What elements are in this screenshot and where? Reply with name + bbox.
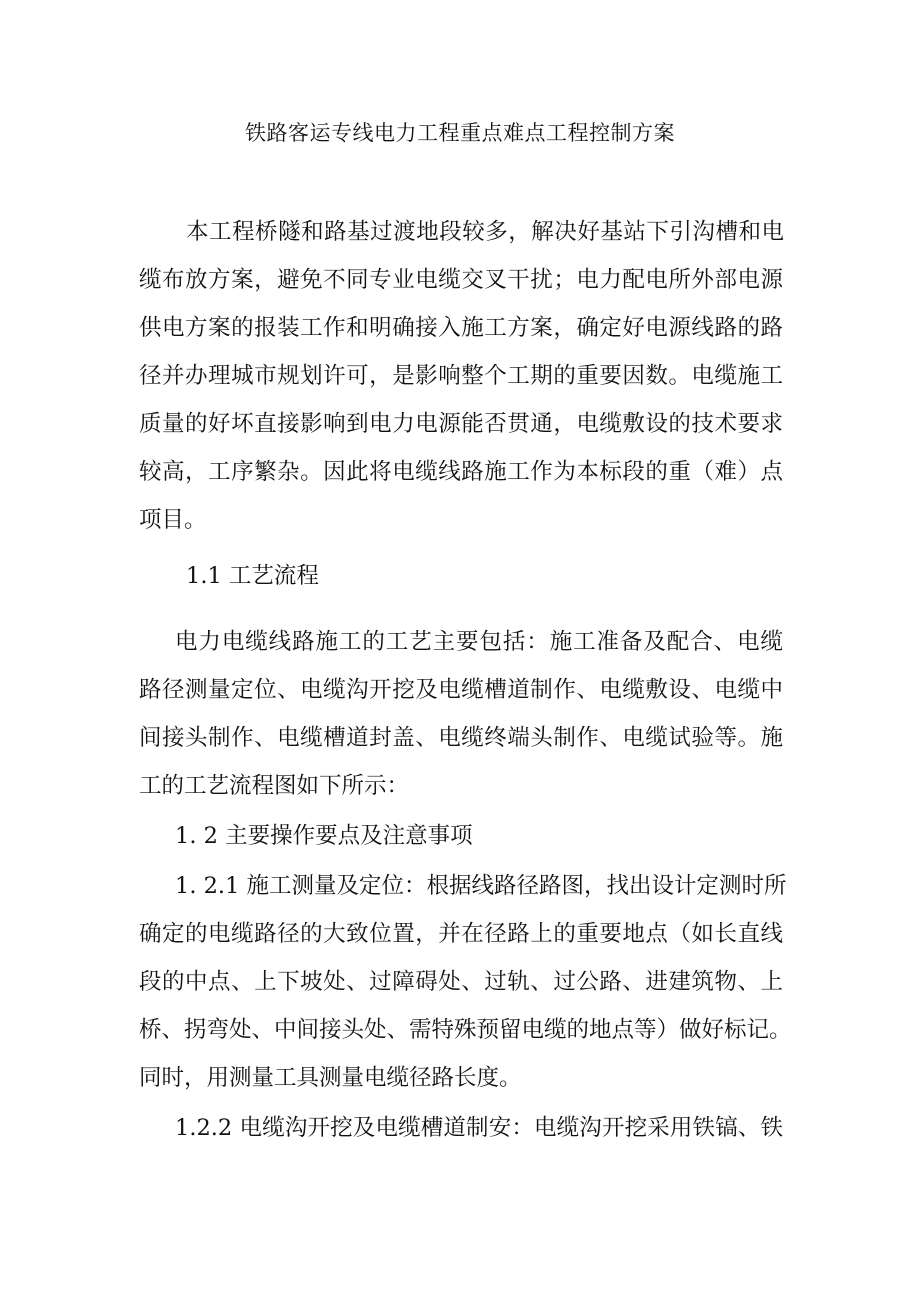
- paragraph-line: 项目。: [139, 507, 207, 533]
- paragraph-line: 同时，用测量工具测量电缆径路长度。: [139, 1065, 522, 1091]
- section-heading: 1.1 工艺流程: [186, 563, 319, 589]
- paragraph-line: 工的工艺流程图如下所示：: [139, 773, 410, 799]
- paragraph-line: 桥、拐弯处、中间接头处、需特殊预留电缆的地点等）做好标记。: [139, 1017, 792, 1043]
- paragraph-line: 较高，工序繁杂。因此将电缆线路施工作为本标段的重（难）点: [139, 459, 783, 485]
- document-title: 铁路客运专线电力工程重点难点工程控制方案: [245, 121, 675, 145]
- paragraph-line: 间接头制作、电缆槽道封盖、电缆终端头制作、电缆试验等。施: [139, 725, 783, 751]
- paragraph-line: 确定的电缆路径的大致位置，并在径路上的重要地点（如长直线: [139, 921, 783, 947]
- paragraph-line: 1. 2.1 施工测量及定位：根据线路径路图，找出设计定测时所: [175, 873, 787, 899]
- paragraph-line: 缆布放方案，避免不同专业电缆交叉干扰；电力配电所外部电源: [139, 267, 783, 293]
- paragraph-line: 质量的好坏直接影响到电力电源能否贯通，电缆敷设的技术要求: [139, 411, 783, 437]
- paragraph-line: 供电方案的报装工作和明确接入施工方案，确定好电源线路的路: [139, 315, 783, 341]
- paragraph-line: 路径测量定位、电缆沟开挖及电缆槽道制作、电缆敷设、电缆中: [139, 677, 783, 703]
- paragraph-line: 1.2.2 电缆沟开挖及电缆槽道制安：电缆沟开挖采用铁镐、铁: [175, 1115, 783, 1141]
- section-heading: 1. 2 主要操作要点及注意事项: [175, 823, 473, 849]
- paragraph-line: 本工程桥隧和路基过渡地段较多，解决好基站下引沟槽和电: [186, 219, 784, 245]
- paragraph-line: 径并办理城市规划许可，是影响整个工期的重要因数。电缆施工: [139, 363, 783, 389]
- paragraph-line: 段的中点、上下坡处、过障碍处、过轨、过公路、进建筑物、上: [139, 969, 783, 995]
- paragraph-line: 电力电缆线路施工的工艺主要包括：施工准备及配合、电缆: [175, 629, 783, 655]
